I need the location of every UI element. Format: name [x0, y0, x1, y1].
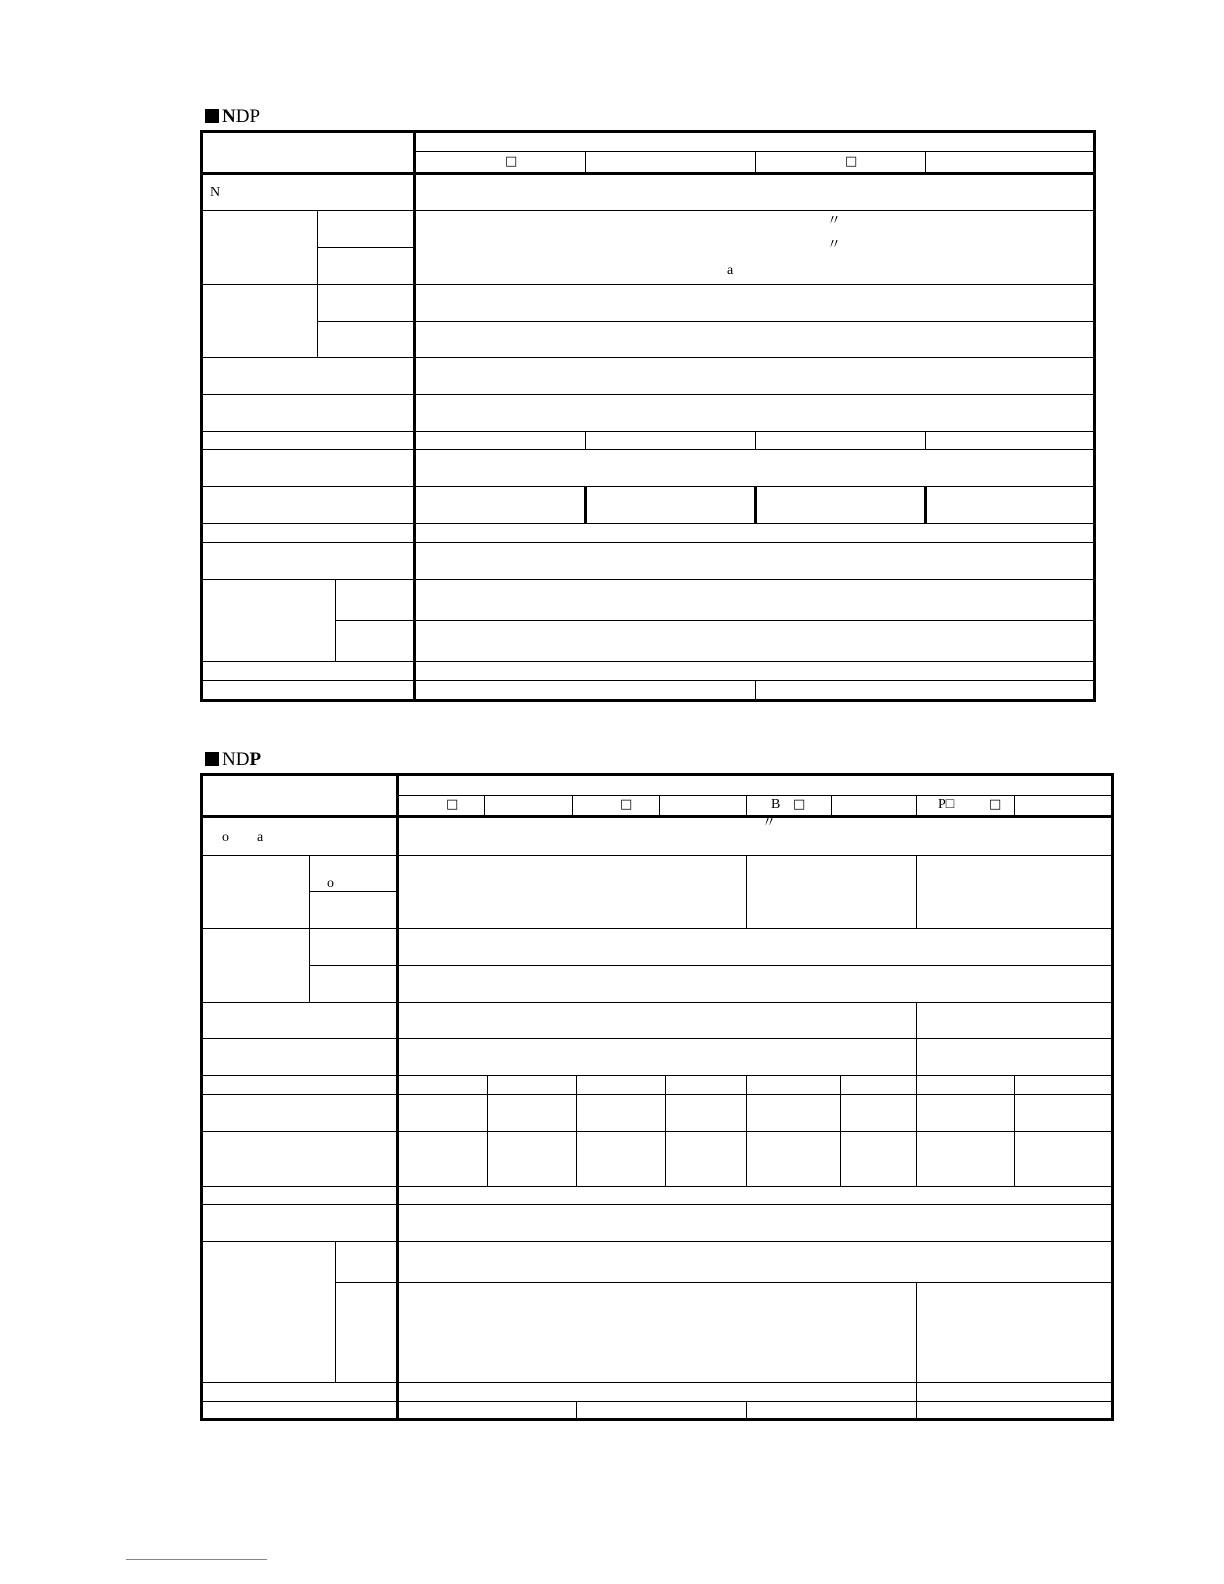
form2-row2-sublabel: o [327, 876, 334, 891]
footnote-separator [126, 1559, 267, 1560]
form1-header-checkbox-2[interactable]: □ [845, 154, 858, 169]
form2-header-checkbox-2[interactable]: □ [620, 797, 633, 812]
form2-header-checkbox-4[interactable]: □ [989, 797, 1002, 812]
form1-title-prefix: N [222, 106, 236, 127]
form1-header-checkbox-1[interactable]: □ [505, 154, 518, 169]
form2-header-checkbox-1[interactable]: □ [446, 797, 459, 812]
form1-row2-text: a [727, 263, 734, 278]
form1-row2-mark-2: 〃 [827, 238, 841, 253]
form2-header-p-label: P□ [938, 797, 955, 812]
black-square-icon [205, 752, 219, 766]
form2-header-checkbox-3[interactable]: □ [793, 797, 806, 812]
form2-row1-mark: 〃 [762, 816, 776, 831]
form2-title-prefix: ND [222, 749, 250, 770]
black-square-icon [205, 109, 219, 123]
form1-title [205, 106, 260, 128]
form1-row2-mark-1: 〃 [827, 214, 841, 229]
form1-title-rest: DP [235, 106, 261, 127]
form2-title-rest: P [249, 749, 262, 770]
form2-title [205, 749, 261, 771]
form2-row1-label-b: a [257, 830, 264, 845]
form2-row1-label-a: o [222, 830, 229, 845]
form2-header-b-label: B [771, 797, 781, 812]
form1-row1-label: N [210, 185, 221, 200]
form2-frame [200, 773, 1114, 1421]
